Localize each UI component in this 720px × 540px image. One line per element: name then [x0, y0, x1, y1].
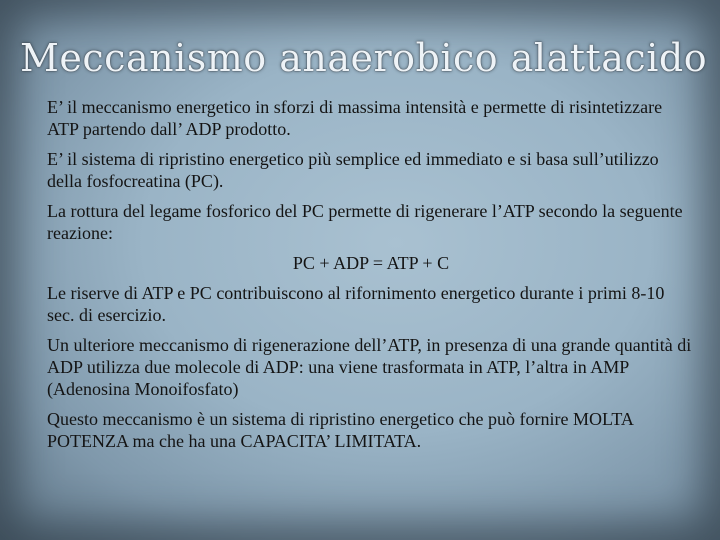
paragraph-further-mechanism: Un ulteriore meccanismo di rigenerazione dell’ATP, in presenza di una grande quantità di ADP utilizza due molecole di ADP: una viene trasformata in ATP, l’altra in AMP (Adenosina Monoifosfato)	[47, 335, 692, 399]
reaction-equation: PC + ADP = ATP + C	[292, 253, 450, 273]
paragraph-reaction-intro: La rottura del legame fosforico del PC permette di rigenerare l’ATP secondo la seguente reazione:	[47, 201, 683, 243]
slide-title: Meccanismo anaerobico alattacido	[20, 36, 708, 80]
paragraph-system: E’ il sistema di ripristino energetico più semplice ed immediato e si basa sull’utilizzo della fosfocreatina (PC).	[47, 149, 659, 191]
paragraph-conclusion: Questo meccanismo è un sistema di ripristino energetico che può fornire MOLTA POTENZA ma che ha una CAPACITA’ LIMITATA.	[47, 409, 633, 451]
paragraph-reserves: Le riserve di ATP e PC contribuiscono al rifornimento energetico durante i primi 8-10 sec. di esercizio.	[47, 283, 665, 325]
paragraph-definition: E’ il meccanismo energetico in sforzi di massima intensità e permette di risintetizzare ATP partendo dall’ ADP prodotto.	[47, 97, 663, 139]
slide-body	[47, 96, 695, 460]
